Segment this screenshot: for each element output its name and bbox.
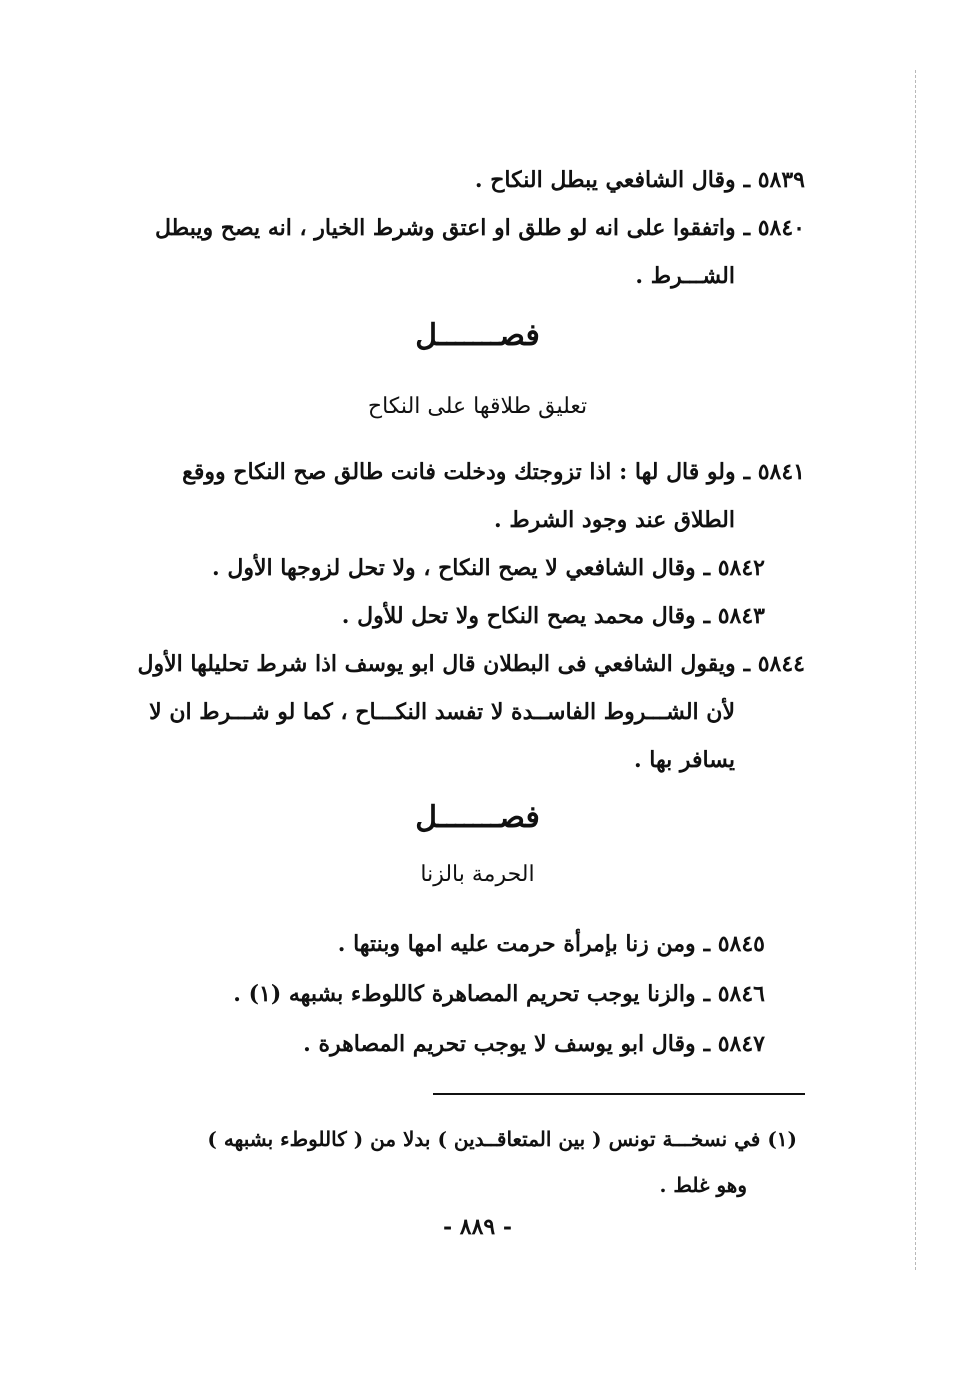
entry-number: ٥٨٤٧ ـ: [703, 1031, 765, 1057]
entry-number: ٥٨٣٩ ـ: [743, 167, 805, 193]
entry-number: ٥٨٤٣ ـ: [703, 603, 765, 629]
entry-5842: [185, 544, 765, 592]
section-subheading-1: تعليق طلاقها على النكاح: [367, 394, 588, 419]
entry-5841: [182, 448, 805, 544]
entry-text: واتفقوا على انه لو طلق او اعتق وشرط الخيار ، انه يصح ويبطل: [155, 215, 736, 241]
entry-5839: [185, 156, 805, 204]
entry-text: ولو قال لها : اذا تزوجتك ودخلت فانت طالق صح النكاح ووقع: [182, 459, 736, 485]
scan-margin-line: [915, 70, 916, 1270]
entry-5847: [185, 1020, 765, 1068]
footnote-divider: [433, 1093, 805, 1095]
entry-number: ٥٨٤٢ ـ: [703, 555, 765, 581]
section-heading-1: فصـــــــل: [415, 318, 540, 353]
entry-number: ٥٨٤٤ ـ: [743, 651, 805, 677]
entry-number: ٥٨٤٥ ـ: [703, 931, 765, 957]
section-heading-2: فصـــــــل: [415, 800, 540, 835]
entry-text: وقال ابو يوسف لا يوجب تحريم المصاهرة .: [303, 1031, 696, 1057]
entry-5840: [155, 204, 805, 300]
entry-text: وقال الشافعي لا يصح النكاح ، ولا تحل لزوجها الأول .: [212, 555, 696, 581]
section-subheading-2: الحرمة بالزنا: [420, 862, 535, 887]
footnote: [157, 1116, 797, 1208]
entry-continuation: لأن الشـــروط الفاســدة لا تفسد النكـــاح ، كما لو شـــرط ان لا: [149, 699, 735, 725]
entry-5843: [185, 592, 765, 640]
entry-text: والزنا يوجب تحريم المصاهرة كاللوطء بشبهه (١) .: [233, 981, 696, 1007]
entry-number: ٥٨٤٦ ـ: [703, 981, 765, 1007]
entry-text: ويقول الشافعي فى البطلان قال ابو يوسف اذا شرط تحليلها الأول: [137, 651, 736, 677]
entry-text: وقال الشافعي يبطل النكاح .: [474, 167, 736, 193]
entry-5845: [185, 920, 765, 968]
entry-continuation: الطلاق عند وجود الشرط .: [494, 507, 735, 533]
entry-5846: [185, 970, 765, 1018]
entry-5844: [137, 640, 805, 784]
entry-continuation: الشـــرط .: [635, 263, 735, 289]
footnote-continuation: وهو غلط .: [659, 1173, 747, 1197]
page-number: - ٨٨٩ -: [442, 1214, 513, 1240]
footnote-line: (١) في نسخـــة تونس ( بين المتعاقــدين ) بدلا من ( كاللوطء بشبهه ): [207, 1127, 797, 1151]
entry-text: ومن زنا بإمرأة حرمت عليه امها وبنتها .: [337, 931, 696, 957]
entry-continuation: يسافر بها .: [633, 747, 735, 773]
entry-number: ٥٨٤١ ـ: [743, 459, 805, 485]
entry-number: ٥٨٤٠ ـ: [743, 215, 805, 241]
entry-text: وقال محمد يصح النكاح ولا تحل للأول .: [341, 603, 696, 629]
